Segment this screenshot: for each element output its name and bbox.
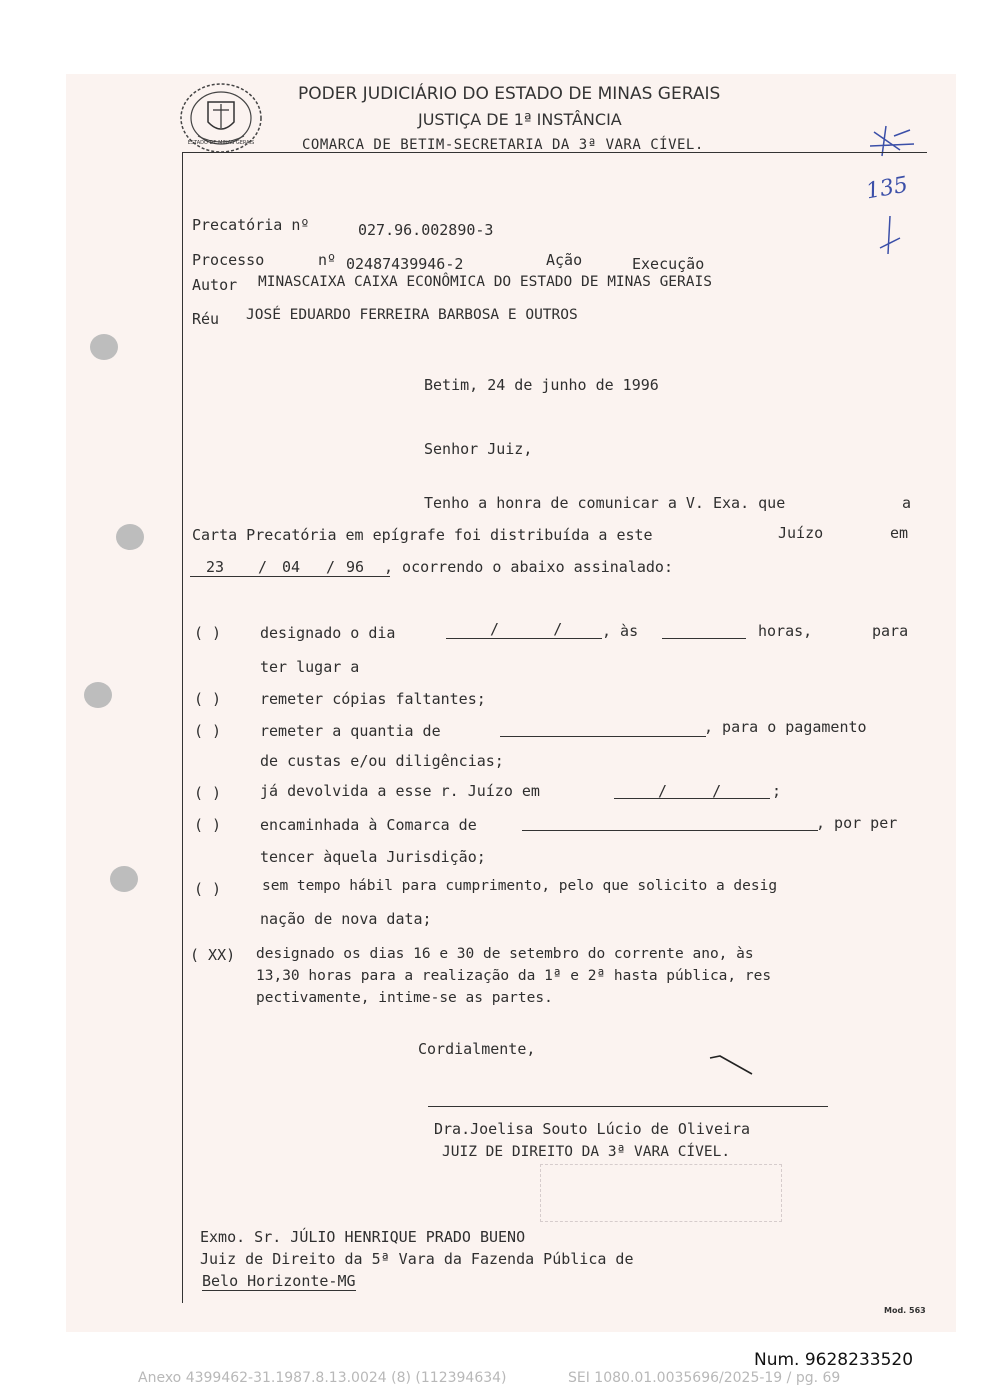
option-text-2: , para o pagamento: [704, 718, 867, 736]
body-line-3: , ocorrendo o abaixo assinalado:: [384, 558, 673, 576]
body-line-2: Carta Precatória em epígrafe foi distribuída a este: [192, 526, 653, 544]
date-separator: /: [258, 558, 268, 576]
blank-line: [522, 830, 818, 831]
option-text-4: para: [872, 622, 909, 640]
faint-stamp: [540, 1164, 782, 1222]
punch-hole: [116, 524, 144, 550]
distribution-day: 23: [206, 558, 225, 576]
punch-hole: [110, 866, 138, 892]
signer-name: Dra.Joelisa Souto Lúcio de Oliveira: [434, 1120, 751, 1138]
sei-reference: SEI 1080.01.0035696/2025-19 / pg. 69: [568, 1370, 841, 1386]
header-line-1: PODER JUDICIÁRIO DO ESTADO DE MINAS GERAIS: [298, 84, 721, 104]
coat-of-arms-seal: [178, 80, 264, 158]
option-checkbox: ( ): [194, 722, 222, 740]
distribution-month: 04: [282, 558, 301, 576]
processo-number: 02487439946-2: [346, 255, 464, 273]
anexo-reference: Anexo 4399462-31.1987.8.13.0024 (8) (112394634): [138, 1370, 507, 1386]
option-text: designado os dias 16 e 30 de setembro do corrente ano, às: [256, 946, 754, 962]
precatoria-label: Precatória nº: [192, 216, 310, 234]
option-text: remeter cópias faltantes;: [260, 690, 486, 708]
option-checkbox: ( ): [194, 880, 222, 898]
punch-hole: [90, 334, 118, 360]
option-text-3: horas,: [758, 622, 813, 640]
option-continuation: de custas e/ou diligências;: [260, 752, 504, 770]
closing: Cordialmente,: [418, 1040, 536, 1058]
header-line-2: JUSTIÇA DE 1ª INSTÂNCIA: [418, 110, 622, 129]
handwritten-page-number: 135: [864, 172, 910, 205]
signer-title: JUIZ DE DIREITO DA 3ª VARA CÍVEL.: [442, 1144, 731, 1160]
date-underline: [190, 576, 390, 577]
processo-label: Processo: [192, 251, 265, 269]
option-checkbox: ( ): [194, 816, 222, 834]
blank-line: [662, 638, 746, 639]
date-separator: /: [326, 558, 336, 576]
salutation: Senhor Juiz,: [424, 440, 533, 458]
body-line-1: Tenho a honra de comunicar a V. Exa. que: [424, 494, 786, 512]
option-text: remeter a quantia de: [260, 722, 441, 740]
precatoria-number: 027.96.002890-3: [358, 221, 494, 239]
option-text: sem tempo hábil para cumprimento, pelo que solicito a desig: [262, 878, 778, 894]
addressee-line-1: Exmo. Sr. JÚLIO HENRIQUE PRADO BUENO: [200, 1228, 526, 1246]
signature-mark: [706, 1052, 756, 1080]
option-text: encaminhada à Comarca de: [260, 816, 477, 834]
option-text: designado o dia: [260, 624, 396, 642]
option-continuation: 13,30 horas para a realização da 1ª e 2ª hasta pública, res: [256, 968, 772, 984]
option-continuation: tencer àquela Jurisdição;: [260, 848, 486, 866]
blank-line: [500, 736, 706, 737]
option-checkbox-checked: ( XX): [190, 946, 236, 964]
autor-value: MINASCAIXA CAIXA ECONÔMICA DO ESTADO DE MINAS GERAIS: [258, 274, 712, 290]
option-continuation: nação de nova data;: [260, 910, 432, 928]
date-line: Betim, 24 de junho de 1996: [424, 376, 659, 394]
body-line-2-end: em: [890, 524, 909, 542]
addressee-line-3: Belo Horizonte-MG: [202, 1272, 356, 1290]
form-model-label: Mod. 563: [884, 1306, 926, 1315]
header-line-3: COMARCA DE BETIM-SECRETARIA DA 3ª VARA CÍVEL.: [302, 137, 704, 153]
option-continuation-2: pectivamente, intime-se as partes.: [256, 990, 553, 1006]
body-line-2-mid: Juízo: [778, 524, 824, 542]
acao-label: Ação: [546, 251, 583, 269]
option-text: já devolvida a esse r. Juízo em: [260, 782, 540, 800]
svg-text:ESTADO DE MINAS GERAIS: ESTADO DE MINAS GERAIS: [187, 140, 255, 146]
date-slashes: / /: [658, 782, 722, 800]
body-line-1-end: a: [902, 494, 912, 512]
reu-value: JOSÉ EDUARDO FERREIRA BARBOSA E OUTROS: [246, 307, 578, 323]
option-checkbox: ( ): [194, 624, 222, 642]
signature-line: [428, 1106, 828, 1107]
blank-line: [446, 638, 602, 639]
option-continuation: ter lugar a: [260, 658, 360, 676]
reu-label: Réu: [192, 310, 220, 328]
date-slashes: / /: [490, 620, 563, 638]
acao-value: Execução: [632, 255, 705, 273]
option-text-2: , por per: [816, 814, 898, 832]
addressee-line-2: Juiz de Direito da 5ª Vara da Fazenda Pública de: [200, 1250, 634, 1268]
option-text-2: ;: [772, 782, 782, 800]
punch-hole: [84, 682, 112, 708]
distribution-year: 96: [346, 558, 365, 576]
autor-label: Autor: [192, 276, 238, 294]
option-checkbox: ( ): [194, 690, 222, 708]
option-checkbox: ( ): [194, 784, 222, 802]
processo-no-label: nº: [318, 251, 337, 269]
document-number: Num. 9628233520: [754, 1350, 914, 1370]
option-text-2: , às: [602, 622, 639, 640]
